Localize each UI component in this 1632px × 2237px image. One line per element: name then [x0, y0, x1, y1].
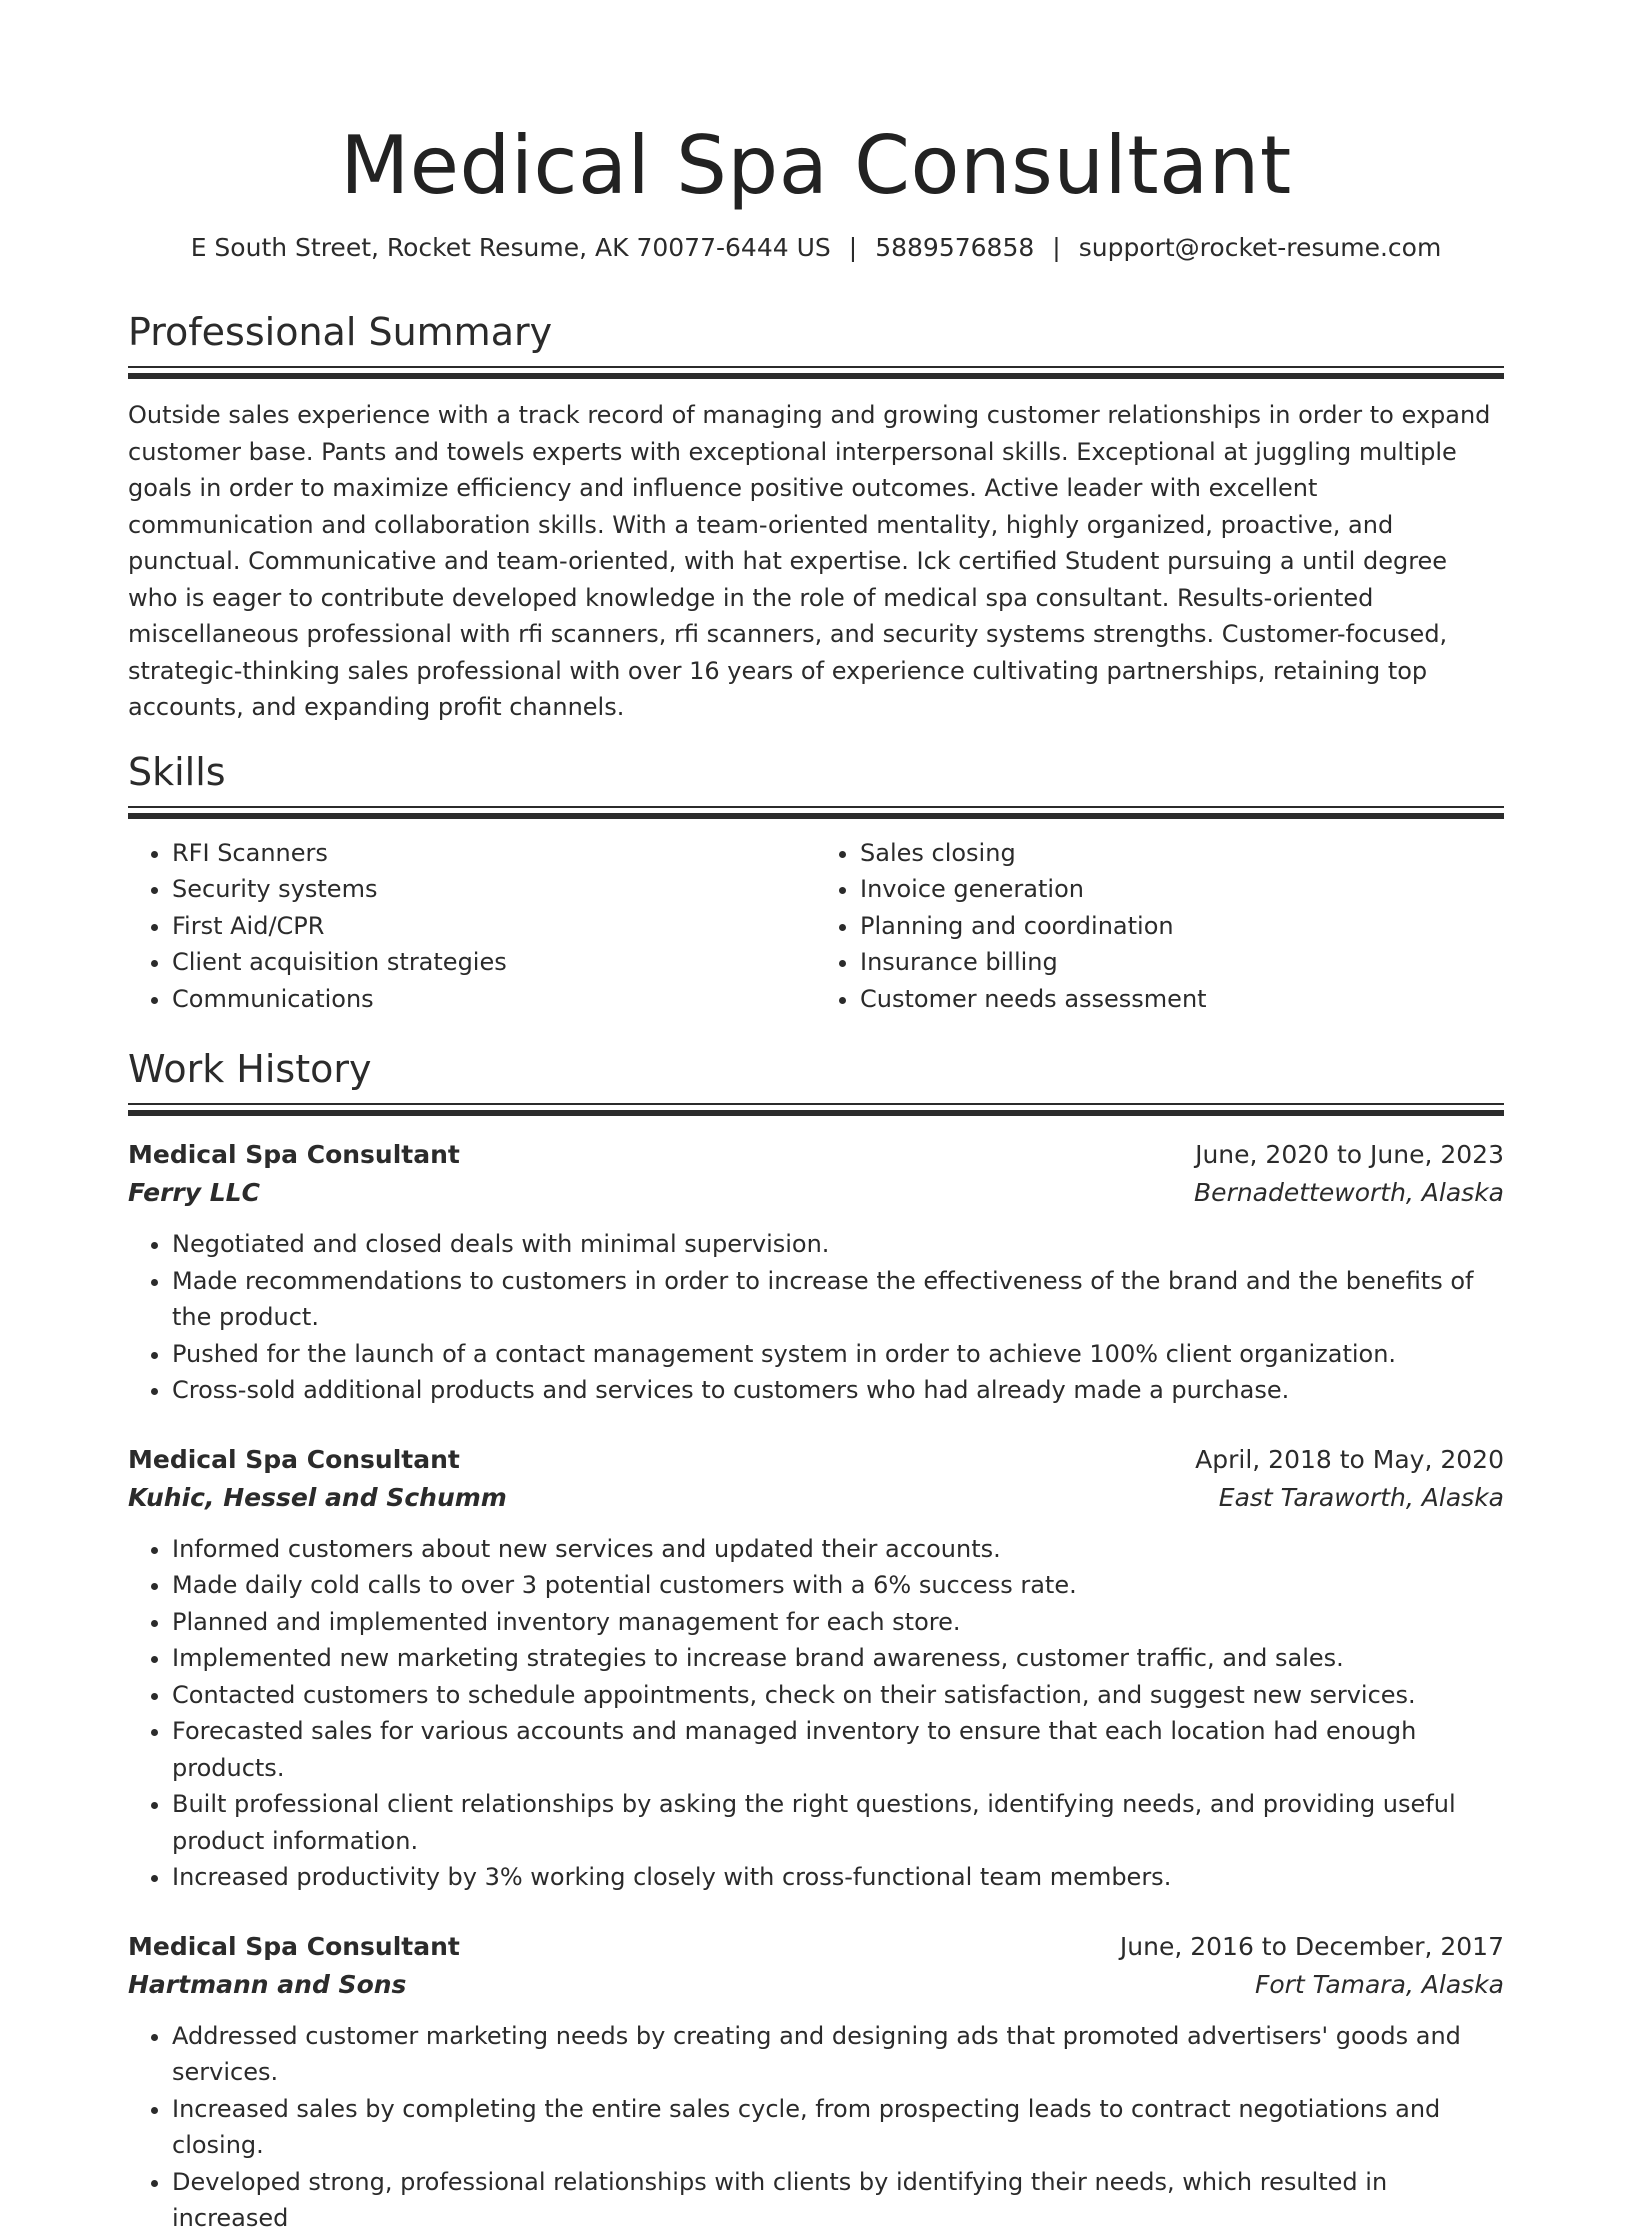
- job-header-row: [128, 1928, 1504, 1966]
- job-bullet: • Developed strong, professional relationships with clients by identifying their needs, which resulted in increased: [172, 2164, 1504, 2237]
- job-bullets: [128, 2018, 1504, 2237]
- job-entry: [128, 1441, 1504, 1896]
- section-divider: [128, 806, 1504, 819]
- job-entry: [128, 1136, 1504, 1409]
- job-location: East Taraworth, Alaska: [1218, 1482, 1504, 1512]
- skill-item: • Client acquisition strategies: [172, 944, 816, 981]
- skill-item: • Customer needs assessment: [860, 981, 1504, 1018]
- skill-item: • Security systems: [172, 871, 816, 908]
- skills-list: [128, 835, 1504, 1018]
- job-bullet: • Negotiated and closed deals with minimal supervision.: [172, 1226, 1504, 1263]
- job-dates: April, 2018 to May, 2020: [1195, 1444, 1504, 1474]
- contact-address: E South Street, Rocket Resume, AK 70077-6444 US: [190, 233, 831, 262]
- skill-item: • RFI Scanners: [172, 835, 816, 872]
- job-title: Medical Spa Consultant: [128, 1444, 460, 1474]
- job-bullet: • Cross-sold additional products and services to customers who had already made a purchase.: [172, 1372, 1504, 1409]
- job-company-row: [128, 1966, 1504, 2004]
- skill-item: • First Aid/CPR: [172, 908, 816, 945]
- work-history-list: [128, 1136, 1504, 2237]
- skills-column-left: [128, 835, 816, 1018]
- job-header-row: [128, 1441, 1504, 1479]
- skill-item: • Sales closing: [860, 835, 1504, 872]
- skill-item: • Planning and coordination: [860, 908, 1504, 945]
- job-bullet: • Increased productivity by 3% working closely with cross-functional team members.: [172, 1859, 1504, 1896]
- job-dates: June, 2020 to June, 2023: [1195, 1140, 1504, 1169]
- job-location: Bernadetteworth, Alaska: [1194, 1178, 1504, 1207]
- job-bullet: • Contacted customers to schedule appointments, check on their satisfaction, and suggest new services.: [172, 1677, 1504, 1714]
- contact-email: support@rocket-resume.com: [1078, 233, 1442, 262]
- summary-heading: Professional Summary: [128, 310, 553, 354]
- work-history-heading: Work History: [128, 1047, 372, 1091]
- summary-text: Outside sales experience with a track record of managing and growing customer relationships in order to expand customer base. Pants and towels experts with exceptional interpersonal skills. Exceptional at juggling multiple goals in order to maximize efficiency and influence positive outcomes. Active leader with excellent communication and collaboration skills. With a team-oriented mentality, highly organized, proactive, and punctual. Communicative and team-oriented, with hat expertise. Ick certified Student pursuing a until degree who is eager to contribute developed knowledge in the role of medical spa consultant. Results-oriented miscellaneous professional with rfi scanners, rfi scanners, and security systems strengths. Customer-focused, strategic-thinking sales professional with over 16 years of experience cultivating partnerships, retaining top accounts, and expanding profit channels.: [128, 401, 1491, 721]
- skill-item: • Invoice generation: [860, 871, 1504, 908]
- section-divider: [128, 1103, 1504, 1116]
- skill-item: • Insurance billing: [860, 944, 1504, 981]
- job-header-row: [128, 1136, 1504, 1174]
- job-dates: June, 2016 to December, 2017: [1119, 1931, 1504, 1961]
- job-company: Ferry LLC: [128, 1178, 260, 1207]
- skill-item: • Communications: [172, 981, 816, 1018]
- contact-separator: |: [848, 233, 858, 262]
- job-location: Fort Tamara, Alaska: [1254, 1969, 1504, 1999]
- job-company-row: [128, 1479, 1504, 1517]
- job-entry: [128, 1928, 1504, 2237]
- resume-name: Medical Spa Consultant: [340, 119, 1292, 212]
- job-bullet: • Made recommendations to customers in order to increase the effectiveness of the brand and the benefits of the product.: [172, 1263, 1504, 1336]
- job-company: Kuhic, Hessel and Schumm: [128, 1482, 507, 1512]
- job-bullet: • Pushed for the launch of a contact management system in order to achieve 100% client organization.: [172, 1336, 1504, 1373]
- job-bullet: • Addressed customer marketing needs by creating and designing ads that promoted advertisers' goods and services.: [172, 2018, 1504, 2091]
- resume-page: [128, 0, 1504, 2237]
- contact-phone: 5889576858: [875, 233, 1035, 262]
- contact-line: [128, 232, 1504, 264]
- job-bullet: • Planned and implemented inventory management for each store.: [172, 1604, 1504, 1641]
- section-divider: [128, 366, 1504, 379]
- job-bullets: [128, 1226, 1504, 1409]
- contact-separator: |: [1052, 233, 1061, 262]
- job-bullet: • Informed customers about new services and updated their accounts.: [172, 1531, 1504, 1568]
- job-bullet: • Made daily cold calls to over 3 potential customers with a 6% success rate.: [172, 1567, 1504, 1604]
- job-title: Medical Spa Consultant: [128, 1931, 460, 1961]
- skills-heading: Skills: [128, 749, 226, 794]
- job-company-row: [128, 1174, 1504, 1212]
- job-bullets: [128, 1531, 1504, 1896]
- job-bullet: • Built professional client relationships by asking the right questions, identifying needs, and providing useful product information.: [172, 1786, 1504, 1859]
- job-bullet: • Forecasted sales for various accounts and managed inventory to ensure that each location had enough products.: [172, 1713, 1504, 1786]
- job-bullet: • Implemented new marketing strategies to increase brand awareness, customer traffic, and sales.: [172, 1640, 1504, 1677]
- skills-column-right: [816, 835, 1504, 1018]
- job-title: Medical Spa Consultant: [128, 1140, 460, 1169]
- job-company: Hartmann and Sons: [128, 1969, 407, 1999]
- job-bullet: • Increased sales by completing the entire sales cycle, from prospecting leads to contract negotiations and closing.: [172, 2091, 1504, 2164]
